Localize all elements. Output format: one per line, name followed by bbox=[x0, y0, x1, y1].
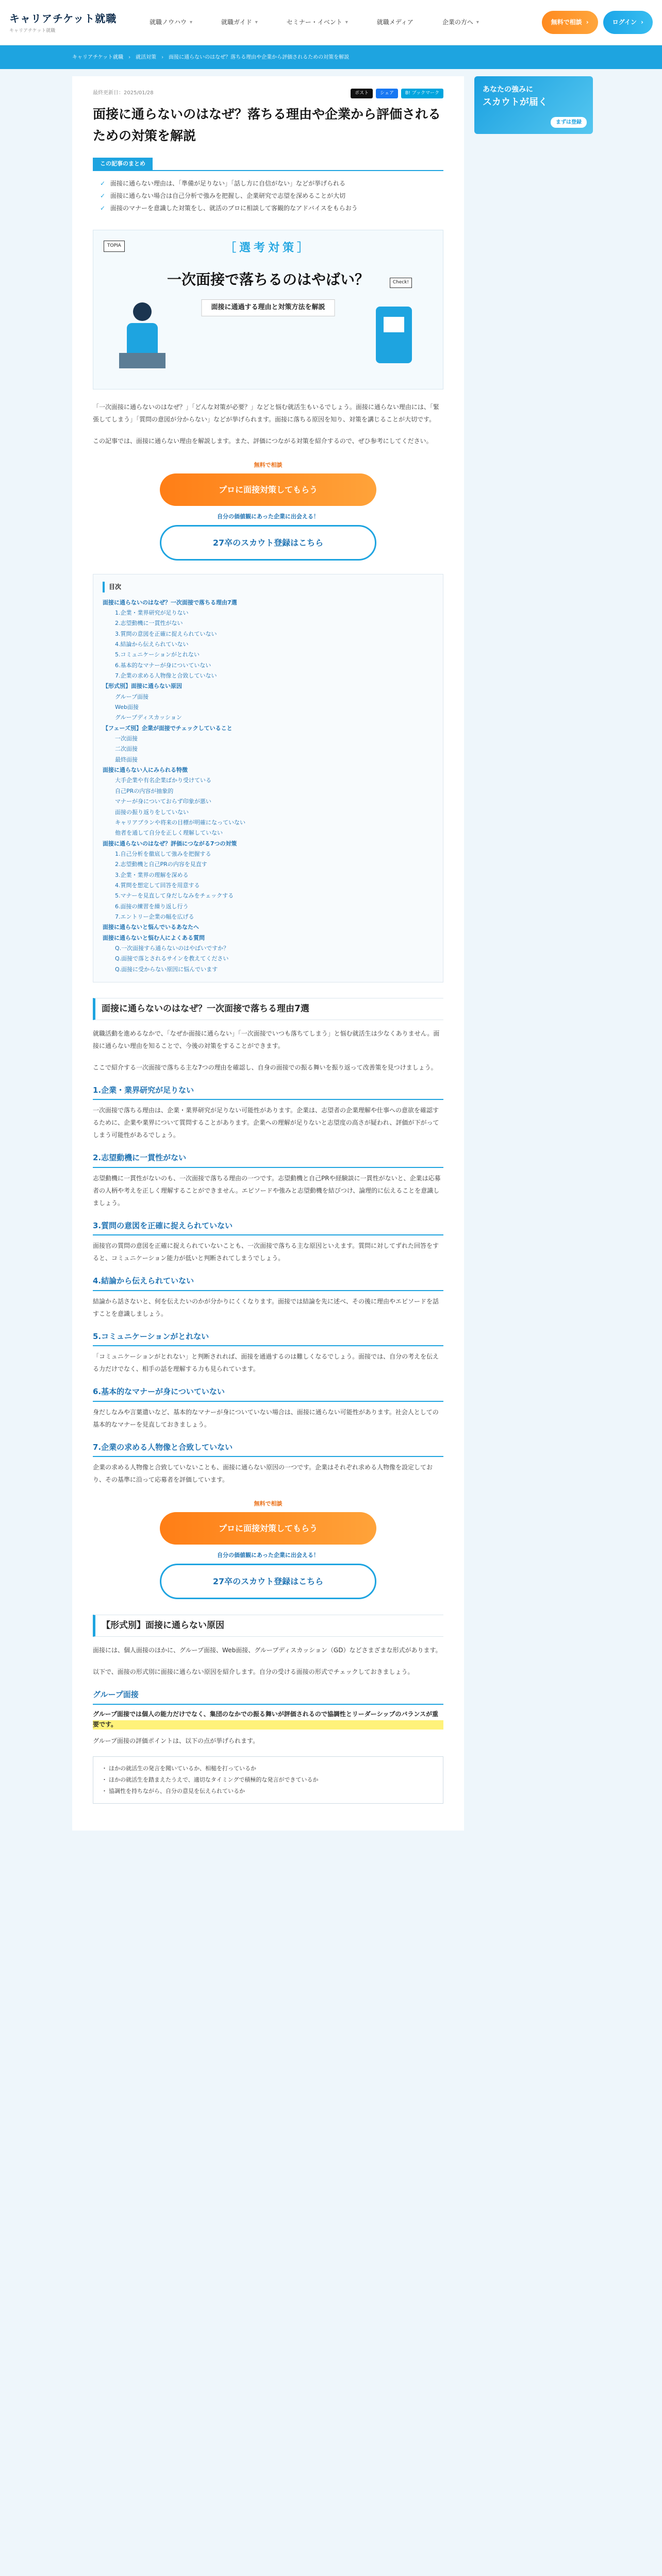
breadcrumb-home[interactable]: キャリアチケット就職 bbox=[72, 54, 124, 60]
nav-item-media[interactable] bbox=[366, 17, 431, 27]
toc-item[interactable]: グループ面接 bbox=[115, 693, 149, 700]
nav-item-seminar[interactable] bbox=[275, 17, 366, 27]
cta-note: 自分の価値観にあった企業に出会える！ bbox=[217, 513, 319, 520]
toc-item[interactable]: 大手企業や有名企業ばかり受けている bbox=[115, 777, 211, 784]
eyecatch-subtitle: 面接に通過する理由と対策方法を解説 bbox=[201, 299, 335, 316]
toc-item[interactable]: 面接に通らないのはなぜ？評価につながる7つの対策 bbox=[103, 840, 237, 847]
toc-item[interactable]: キャリアプランや将来の目標が明確になっていない bbox=[115, 819, 245, 826]
scout-banner[interactable] bbox=[474, 76, 593, 134]
toc-item[interactable]: 二次面接 bbox=[115, 745, 138, 753]
consult-label: 無料で相談 bbox=[551, 19, 582, 26]
toc-item[interactable]: Q.面接に受からない原因に悩んでいます bbox=[115, 965, 218, 973]
checkpoint-item: ・ ほかの就活生を踏まえたうえで、適切なタイミングで積極的な発言ができているか bbox=[102, 1774, 435, 1786]
toc-heading: 目次 bbox=[103, 582, 434, 592]
section-paragraph: 以下で、面接の形式別に面接に通らない原因を紹介します。自分の受ける面接の形式でチェックしておきましょう。 bbox=[93, 1668, 414, 1676]
cta-block bbox=[93, 461, 443, 561]
subsection-heading: 5.コミュニケーションがとれない bbox=[93, 1330, 443, 1347]
eyecatch-tag: ［選考対策］ bbox=[224, 242, 312, 255]
toc-item[interactable]: 1.企業・業界研究が足りない bbox=[115, 609, 189, 616]
page-title: 面接に通らないのはなぜ？落ちる理由や企業から評価されるための対策を解説 bbox=[93, 107, 441, 143]
subsection-heading: 7.企業の求める人物像と合致していない bbox=[93, 1441, 443, 1458]
nav-item-knowhow[interactable] bbox=[138, 17, 210, 27]
highlight-text: グループ面接では個人の能力だけでなく、集団のなかでの振る舞いが評価されるので協調性とリーダーシップのバランスが重要です。 bbox=[93, 1709, 443, 1730]
sidebar bbox=[474, 76, 593, 134]
toc-item[interactable]: 4.質問を想定して回答を用意する bbox=[115, 882, 200, 889]
subsection-heading: 1.企業・業界研究が足りない bbox=[93, 1084, 443, 1100]
toc-item[interactable]: 面接に通らないと悩んでいるあなたへ bbox=[103, 924, 199, 931]
chevron-down-icon: ▾ bbox=[190, 19, 193, 25]
toc-item[interactable]: 3.質問の意図を正確に捉えられていない bbox=[115, 630, 217, 637]
summary-item: ✓ 面接のマナーを意識した対策をし、就活のプロに相談して客観的なアドバイスをもらおう bbox=[100, 202, 436, 214]
breadcrumb-category[interactable]: 就活対策 bbox=[136, 54, 157, 60]
subsection-heading: 2.志望動機に一貫性がない bbox=[93, 1151, 443, 1168]
section-heading: 面接に通らないのはなぜ？一次面接で落ちる理由7選 bbox=[93, 998, 443, 1020]
section-paragraph: 志望動機に一貫性がないのも、一次面接で落ちる理由の一つです。志望動機と自己PRや経験談に一貫性がないと、企業は応募者の人柄や考えを正しく理解することができません。エピソードや強みと志望動機を結びつけ、論理的に伝えることを意識しましょう。 bbox=[93, 1174, 441, 1207]
section-paragraph: 就職活動を進めるなかで、「なぜか面接に通らない」「一次面接でいつも落ちてしまう」と悩む就活生は少なくありません。面接に通らない理由を知ることで、今後の対策をすることができます。 bbox=[93, 1029, 440, 1049]
login-label: ログイン bbox=[612, 19, 637, 26]
article-dates: 最終更新日：2025/01/28 bbox=[93, 90, 154, 96]
toc-item[interactable]: 2.志望動機に一貫性がない bbox=[115, 620, 183, 627]
cta-note: 自分の価値観にあった企業に出会える！ bbox=[217, 1552, 319, 1559]
toc-item[interactable]: 7.企業の求める人物像と合致していない bbox=[115, 672, 217, 680]
share-hatena-button[interactable]: B! ブックマーク bbox=[401, 89, 443, 98]
consult-pro-button[interactable]: プロに面接対策してもらう bbox=[160, 473, 376, 506]
toc-item[interactable]: 7.エントリー企業の幅を広げる bbox=[115, 913, 194, 920]
chevron-right-icon: › bbox=[161, 54, 164, 60]
section-paragraph: 面接には、個人面接のほかに、グループ面接、Web面接、グループディスカッション（GD）などさまざまな形式があります。 bbox=[93, 1647, 442, 1654]
banner-line1: あなたの強みに bbox=[483, 86, 533, 94]
toc-item[interactable]: 一次面接 bbox=[115, 735, 138, 742]
nav-label: 就職ガイド bbox=[221, 19, 252, 26]
share-facebook-button[interactable]: シェア bbox=[376, 89, 398, 98]
chevron-down-icon: ▾ bbox=[255, 19, 258, 25]
article-meta bbox=[93, 89, 443, 98]
toc-item[interactable]: 面接に通らないのはなぜ？一次面接で落ちる理由7選 bbox=[103, 599, 237, 606]
toc-item[interactable]: 【フェーズ別】企業が面接でチェックしていること bbox=[103, 724, 233, 732]
subsection-heading: 4.結論から伝えられていない bbox=[93, 1275, 443, 1291]
toc-item[interactable]: マナーが身についておらず印象が悪い bbox=[115, 798, 211, 805]
breadcrumb bbox=[0, 45, 662, 69]
toc-item[interactable]: Q.一次面接すら通らないのはやばいですか？ bbox=[115, 944, 229, 952]
section-paragraph: 身だしなみや言葉遣いなど、基本的なマナーが身についていない場合は、面接に通らない可能性があります。社会人としての基本的なマナーを見直しておきましょう。 bbox=[93, 1408, 439, 1428]
toc-item[interactable]: 最終面接 bbox=[115, 756, 138, 763]
nav-item-company[interactable] bbox=[431, 17, 496, 27]
cta-note: 無料で相談 bbox=[254, 462, 283, 469]
subsection-heading: 6.基本的なマナーが身についていない bbox=[93, 1385, 443, 1402]
consult-button[interactable] bbox=[542, 11, 598, 33]
nav-label: セミナー・イベント bbox=[286, 19, 342, 26]
global-nav bbox=[138, 17, 496, 27]
checkpoint-item: ・ 協調性を持ちながら、自分の意見を伝えられているか bbox=[102, 1786, 435, 1797]
section-paragraph: 面接官の質問の意図を正確に捉えられていないことも、一次面接で落ちる主な原因といえます。質問に対してずれた回答をすると、コミュニケーション能力が低いと判断されてしまうでしょう。 bbox=[93, 1242, 439, 1262]
summary-label: この記事のまとめ bbox=[93, 158, 153, 171]
banner-line2: スカウトが届く bbox=[483, 97, 548, 108]
chevron-right-icon: › bbox=[128, 54, 131, 60]
section-heading: 【形式別】面接に通らない原因 bbox=[93, 1615, 443, 1637]
toc-item[interactable]: 2.志望動機と自己PRの内容を見直す bbox=[115, 861, 207, 868]
share-buttons bbox=[351, 89, 443, 98]
section-paragraph: 「コミュニケーションがとれない」と判断されれば、面接を通過するのは難しくなるでしょう。面接では、自分の考えを伝える力だけでなく、相手の話を理解する力も見られています。 bbox=[93, 1353, 439, 1373]
reason-list bbox=[93, 1084, 443, 1486]
arrow-right-icon: › bbox=[586, 19, 589, 26]
toc-item[interactable]: 1.自己分析を徹底して強みを把握する bbox=[115, 850, 211, 857]
arrow-right-icon: › bbox=[641, 19, 643, 26]
eyecatch-check-label: Check! bbox=[390, 278, 412, 287]
summary-item: ✓ 面接に通らない場合は自己分析で強みを把握し、企業研究で志望を深めることが大切 bbox=[100, 190, 436, 202]
toc-item[interactable]: 【形式別】面接に通らない原因 bbox=[103, 683, 182, 690]
toc-item[interactable]: Web面接 bbox=[115, 704, 139, 711]
subsection-heading: グループ面接 bbox=[93, 1688, 443, 1705]
summary-item: ✓ 面接に通らない理由は、「準備が足りない」「話し方に自信がない」などが挙げられる bbox=[100, 177, 436, 190]
toc-item[interactable]: Q.面接で落とされるサインを教えてください bbox=[115, 955, 229, 962]
toc-item[interactable]: グループディスカッション bbox=[115, 714, 182, 721]
consult-pro-button[interactable]: プロに面接対策してもらう bbox=[160, 1512, 376, 1545]
nav-label: 企業の方へ bbox=[442, 19, 473, 26]
subsection-heading: 3.質問の意図を正確に捉えられていない bbox=[93, 1219, 443, 1236]
checkpoint-item: ・ ほかの就活生の発言を聞いているか、相槌を打っているか bbox=[102, 1763, 435, 1774]
toc-item[interactable]: 面接に通らないと悩む人によくある質問 bbox=[103, 934, 205, 941]
toc-item[interactable]: 自己PRの内容が抽象的 bbox=[115, 787, 174, 794]
chevron-down-icon: ▾ bbox=[476, 19, 479, 25]
nav-label: 就職ノウハウ bbox=[150, 19, 187, 26]
chevron-down-icon: ▾ bbox=[345, 19, 348, 25]
toc-item[interactable]: 他者を通して自分を正しく理解していない bbox=[115, 829, 223, 837]
share-x-button[interactable]: ポスト bbox=[351, 89, 373, 98]
site-header bbox=[0, 0, 662, 45]
site-logo[interactable] bbox=[9, 10, 138, 35]
eyecatch-headline: 一次面接で落ちるのはやばい？ bbox=[167, 271, 370, 289]
cta-block bbox=[93, 1499, 443, 1599]
login-button[interactable] bbox=[603, 11, 653, 33]
person-illustration-icon bbox=[114, 296, 171, 374]
breadcrumb-current: 面接に通らないのはなぜ？落ちる理由や企業から評価されるための対策を解説 bbox=[169, 54, 350, 60]
section-paragraph: グループ面接の評価ポイントは、以下の点が挙げられます。 bbox=[93, 1737, 259, 1745]
toc-item[interactable]: 面接に通らない人にみられる特徴 bbox=[103, 767, 188, 774]
logo-text: キャリアチケット就職 bbox=[9, 12, 117, 25]
summary-box bbox=[93, 170, 443, 221]
toc-item[interactable]: 6.面接の練習を繰り返し行う bbox=[115, 903, 189, 910]
toc-item[interactable]: 5.マナーを見直して身だしなみをチェックする bbox=[115, 892, 234, 900]
section-paragraph: 一次面接で落ちる理由は、企業・業界研究が足りない可能性があります。企業は、志望者の企業理解や仕事への意欲を確認するために、企業や業界について質問することがあります。企業への理解が足りないと志望度の高さが疑われ、評価が下がってしまう可能性があるでしょう。 bbox=[93, 1107, 439, 1139]
checkpoint-box bbox=[93, 1756, 443, 1804]
scout-register-button[interactable]: 27卒のスカウト登録はこちら bbox=[160, 525, 376, 561]
article bbox=[72, 76, 464, 1831]
eyecatch-image bbox=[93, 230, 443, 389]
intro-paragraph: 「一次面接に通らないのはなぜ？」「どんな対策が必要？」などと悩む就活生もいるでしょう。面接に通らない理由には、「緊張してしまう」「質問の意図が分からない」などが挙げられます。面接に落ちる原因を知り、対策を講じることが大切です。 bbox=[93, 403, 439, 423]
cta-note: 無料で相談 bbox=[254, 1500, 283, 1507]
toc-list bbox=[103, 598, 434, 975]
section-paragraph: 結論から話さないと、何を伝えたいのかが分かりにくくなります。面接では結論を先に述べ、その後に理由やエピソードを話すことを意識しましょう。 bbox=[93, 1297, 439, 1317]
section-paragraph: ここで紹介する一次面接で落ちる主な7つの理由を確認し、自身の面接での振る舞いを振り返って改善策を見つけましょう。 bbox=[93, 1063, 437, 1071]
intro-paragraph: この記事では、面接に通らない理由を解説します。また、評価につながる対策を紹介するので、ぜひ参考にしてください。 bbox=[93, 437, 433, 445]
banner-cta: まずは登録 bbox=[551, 117, 587, 128]
toc-item[interactable]: 4.結論から伝えられていない bbox=[115, 641, 189, 648]
nav-item-guide[interactable] bbox=[210, 17, 275, 27]
toc-item[interactable]: 3.企業・業界の理解を深める bbox=[115, 871, 189, 878]
toc-item[interactable]: 5.コミュニケーションがとれない bbox=[115, 651, 200, 658]
section-paragraph: 企業の求める人物像と合致していないことも、面接に通らない原因の一つです。企業はそれぞれ求める人物像を設定しており、その基準に沿って応募者を評価しています。 bbox=[93, 1464, 433, 1484]
toc-item[interactable]: 面接の振り返りをしていない bbox=[115, 808, 189, 816]
nav-label: 就職メディア bbox=[376, 19, 413, 26]
toc-item[interactable]: 6.基本的なマナーが身についていない bbox=[115, 662, 211, 669]
eyecatch-badge: TOPIA bbox=[104, 241, 125, 251]
table-of-contents bbox=[93, 574, 443, 982]
logo-subtext: キャリアチケット就職 bbox=[9, 28, 56, 33]
hand-illustration-icon bbox=[366, 296, 422, 374]
scout-register-button[interactable]: 27卒のスカウト登録はこちら bbox=[160, 1564, 376, 1599]
